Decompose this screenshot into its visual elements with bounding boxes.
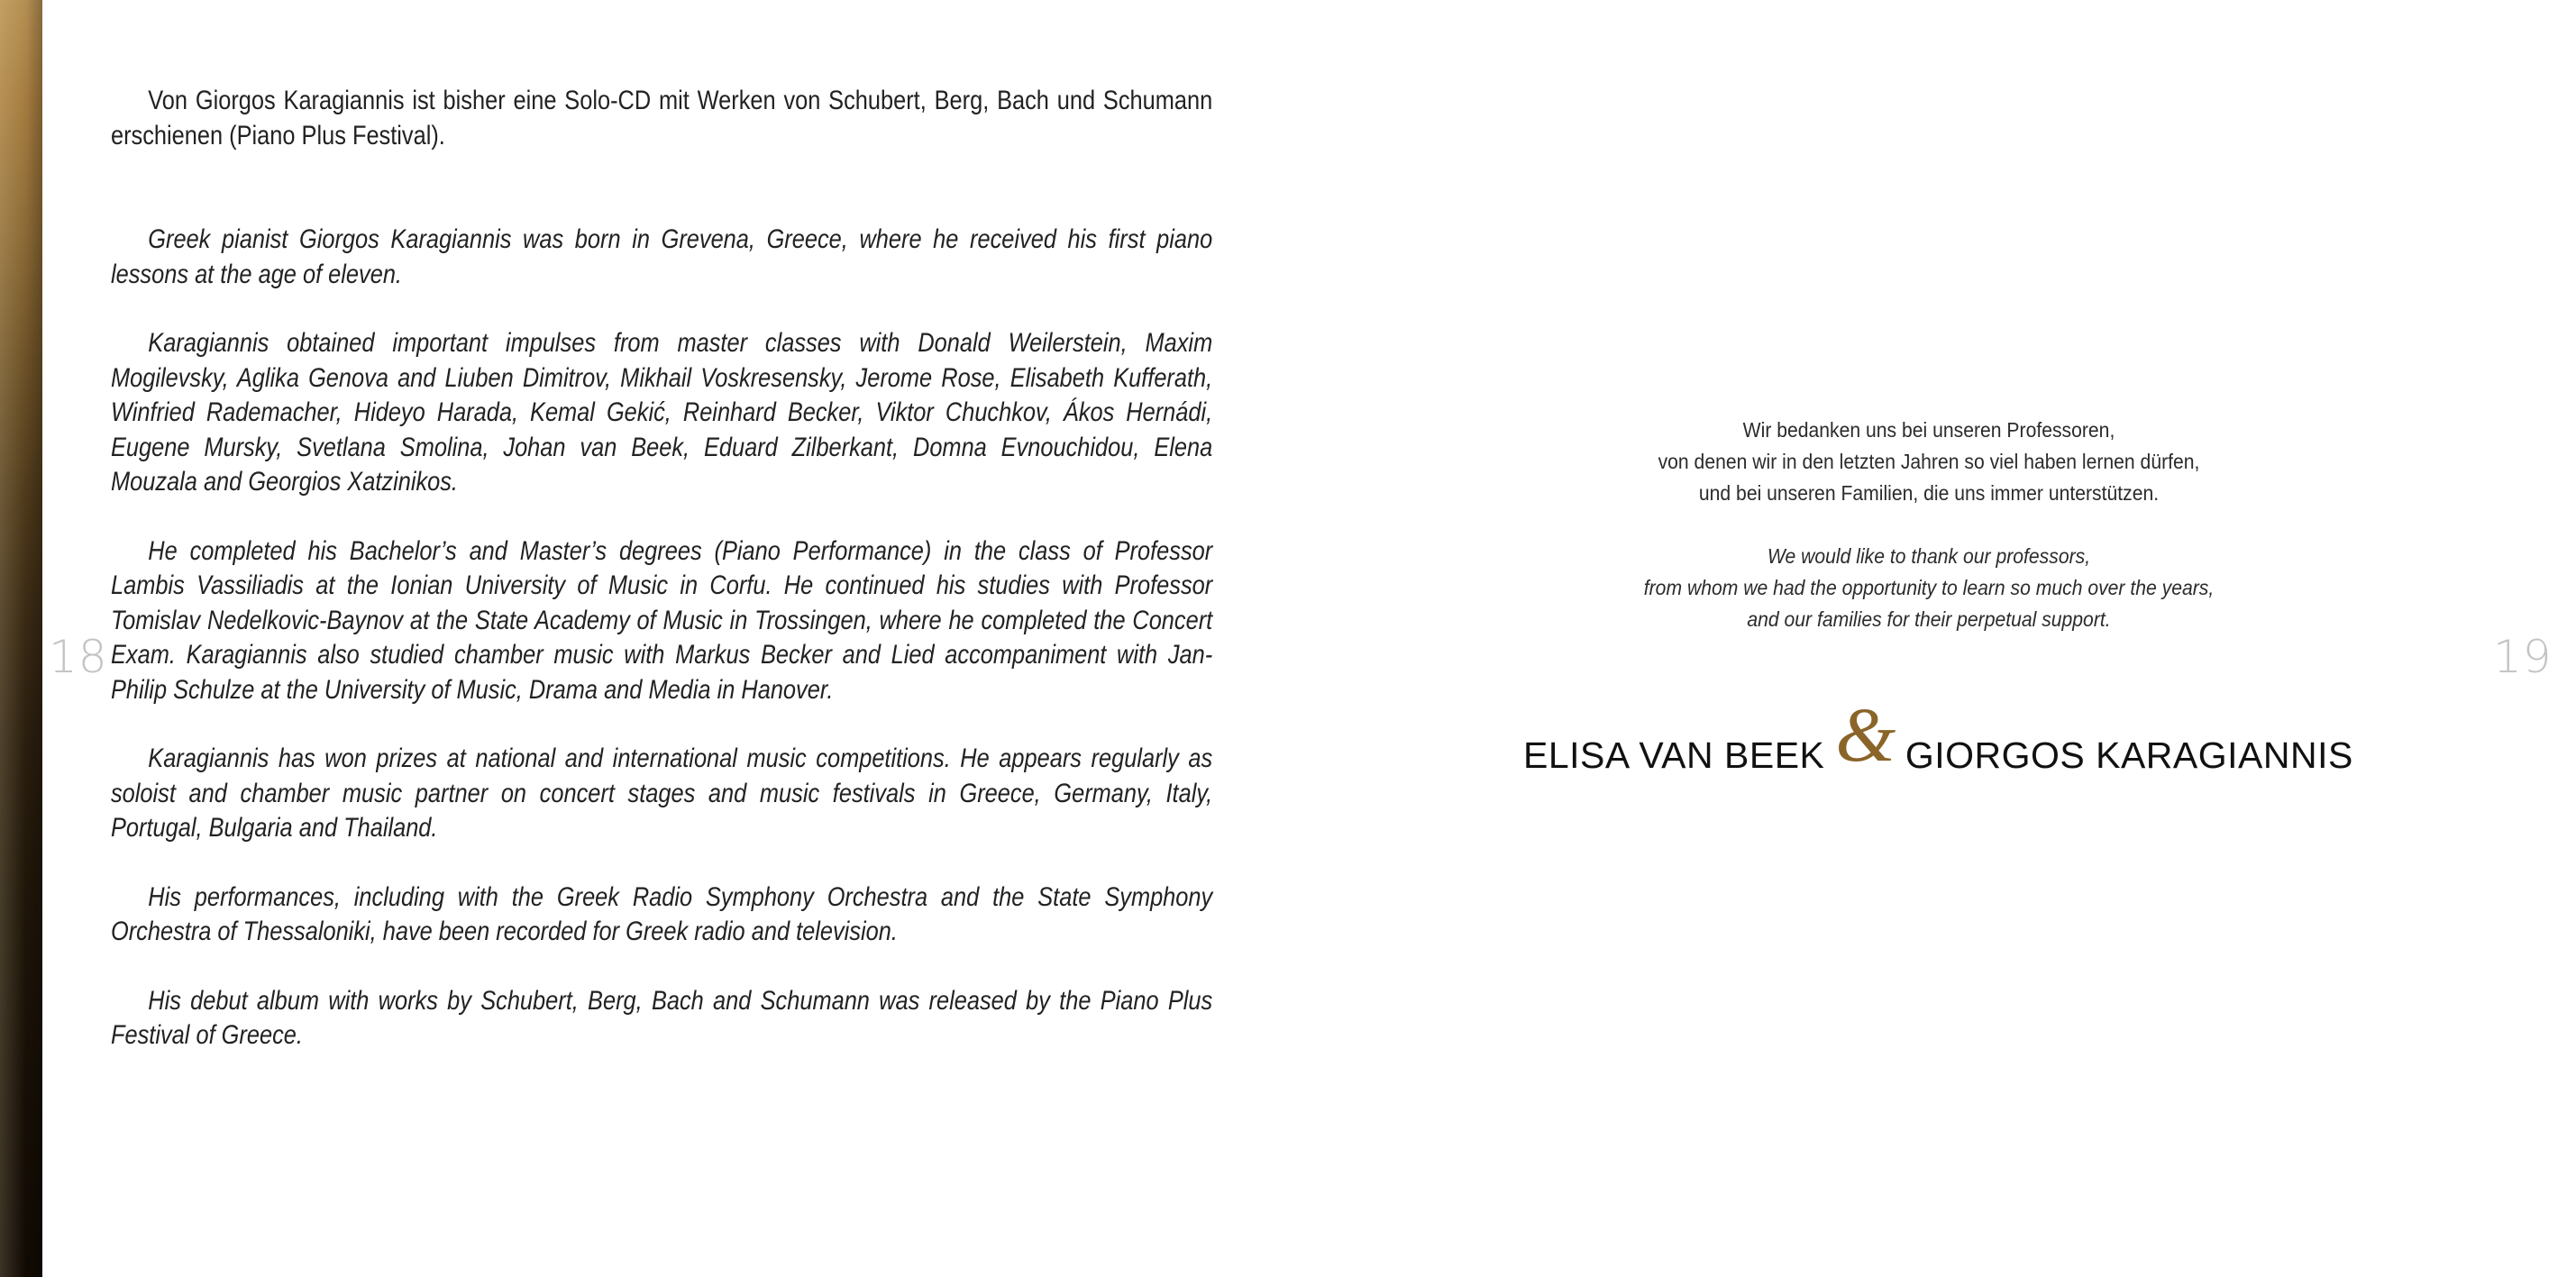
- bio-paragraph-education: He completed his Bachelor’s and Master’s degrees (Piano Performance) in the class of Professor Lambis Vassiliadis at the Ionian University of Music in Corfu. He continued his studies with Professor Tomislav Nedelkovic-Baynov at the State Academy of Music in Trossingen, where he completed the Concert Exam. Karagiannis also studied chamber music with Markus Becker and Lied accompaniment with Jan-Philip Schulze at the University of Music, Drama and Media in Hanover.: [111, 535, 1213, 705]
- bio-paragraph-de: Von Giorgos Karagiannis ist bisher eine Solo-CD mit Werken von Schubert, Berg, Bach und Schumann erschienen (Piano Plus Festival).: [111, 86, 1213, 151]
- thanks-german: [1523, 415, 2334, 509]
- thanks-de-line: und bei unseren Familien, die uns immer unterstützen.: [1698, 481, 2160, 505]
- page-number-left: 18: [49, 631, 108, 683]
- thanks-de-line: von denen wir in den letzten Jahren so viel haben lernen dürfen,: [1658, 450, 2200, 473]
- acknowledgements: [1523, 415, 2334, 635]
- thanks-en-line: and our families for their perpetual support.: [1747, 607, 2111, 631]
- bio-paragraph-masterclasses: Karagiannis obtained important impulses from master classes with Donald Weilerstein, Maxim Mogilevsky, Aglika Genova and Liuben Dimitrov, Mikhail Voskresensky, Jerome Rose, Elisabeth Kufferath, Winfried Rademacher, Hideyo Harada, Kemal Gekić, Reinhard Becker, Viktor Chuchkov, Ákos Hernádi, Eugene Mursky, Svetlana Smolina, Johan van Beek, Eduard Zilberkant, Domna Evnouchidou, Elena Mouzala and Georgios Xatzinikos.: [111, 328, 1213, 497]
- signature-name-giorgos: GIORGOS KARAGIANNIS: [1905, 734, 2353, 776]
- bio-paragraph-birth: Greek pianist Giorgos Karagiannis was born in Grevena, Greece, where he received his first piano lessons at the age of eleven.: [111, 224, 1213, 289]
- bio-paragraph-recordings: His performances, including with the Greek Radio Symphony Orchestra and the State Symphony Orchestra of Thessaloniki, have been recorded for Greek radio and television.: [111, 881, 1213, 946]
- signature-name-elisa: ELISA VAN BEEK: [1523, 734, 1825, 776]
- thanks-english: [1523, 541, 2334, 635]
- bio-paragraph-prizes: Karagiannis has won prizes at national and international music competitions. He appears regularly as soloist and chamber music partner on concert stages and music festivals in Greece, Germany, Italy, Portugal, Bulgaria and Thailand.: [111, 743, 1213, 843]
- thanks-en-line: We would like to thank our professors,: [1767, 544, 2091, 568]
- page-number-right: 19: [2493, 631, 2553, 683]
- gold-binding-edge: [0, 0, 42, 1277]
- thanks-en-line: from whom we had the opportunity to learn so much over the years,: [1643, 576, 2215, 599]
- bio-paragraph-album: His debut album with works by Schubert, Berg, Bach and Schumann was released by the Piano Plus Festival of Greece.: [111, 985, 1213, 1050]
- artist-signature: ELISA VAN BEEK & GIORGOS KARAGIANNIS: [1523, 691, 2353, 778]
- biography-column: [111, 84, 1212, 1088]
- thanks-de-line: Wir bedanken uns bei unseren Professoren,: [1742, 418, 2115, 442]
